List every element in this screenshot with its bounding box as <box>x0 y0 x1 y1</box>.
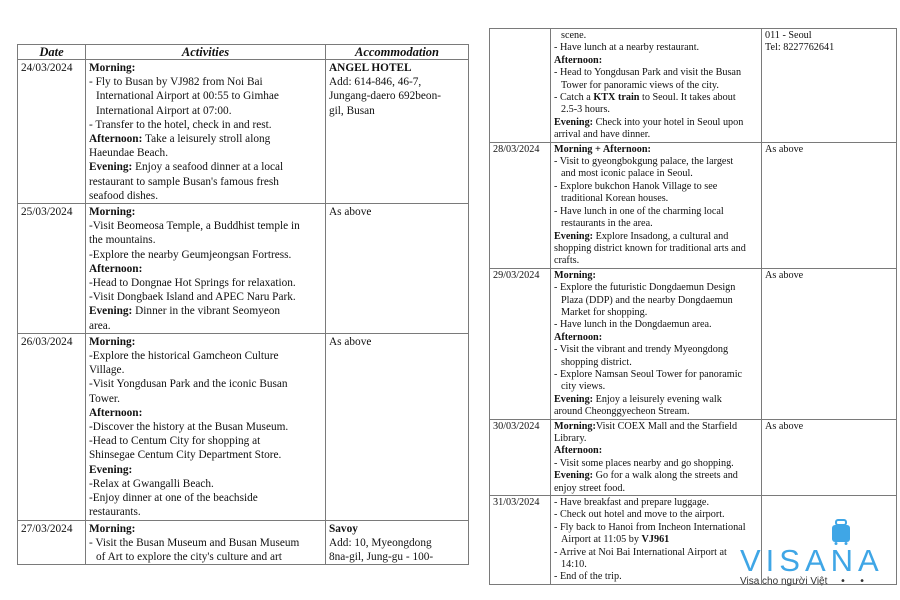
text-line: city views. <box>561 381 606 393</box>
text-line: -Head to Dongnae Hot Springs for relaxation. <box>89 277 296 290</box>
text-line: Morning: <box>89 335 136 348</box>
text-line: - Catch a KTX train to Seoul. It takes about <box>554 92 736 104</box>
text-line: As above <box>329 206 372 219</box>
header-activities: Activities <box>86 45 326 60</box>
itinerary-row <box>490 268 897 419</box>
text-line: Afternoon: <box>89 406 143 419</box>
text-line: Market for shopping. <box>561 306 648 318</box>
bold-keyword: Evening: <box>89 161 133 174</box>
bold-keyword: Evening: <box>89 305 133 318</box>
activities-cell <box>551 142 762 268</box>
text-line: 011 - Seoul <box>765 30 812 41</box>
header-accommodation: Accommodation <box>326 45 469 60</box>
text-line: Savoy <box>329 522 358 535</box>
text-line: restaurants. <box>89 506 141 519</box>
text-line: - Arrive at Noi Bai International Airport at <box>554 546 727 558</box>
text-line: - Fly to Busan by VJ982 from Noi Bai <box>89 76 263 89</box>
date-cell: 29/03/2024 <box>490 268 551 419</box>
itinerary-row <box>18 204 469 334</box>
text-line: Evening: Explore Insadong, a cultural and <box>554 230 729 242</box>
text-line: - Transfer to the hotel, check in and rest. <box>89 118 272 131</box>
text-line: 2.5-3 hours. <box>561 104 610 116</box>
itinerary-row <box>18 520 469 565</box>
text-line: - Visit the vibrant and trendy Myeongdong <box>554 344 729 356</box>
text-line: As above <box>765 420 804 432</box>
text-line: - Head to Yongdusan Park and visit the Busan <box>554 67 742 79</box>
bold-keyword: VJ961 <box>641 534 670 546</box>
text-line: -Visit Yongdusan Park and the iconic Busan <box>89 378 288 391</box>
text-line: Add: 614-846, 46-7, <box>329 76 422 89</box>
text-line: -Discover the history at the Busan Museum. <box>89 421 289 434</box>
text-line: International Airport at 07:00. <box>96 104 232 117</box>
bold-keyword: Evening: <box>554 230 594 242</box>
text-line: -Explore the historical Gamcheon Culture <box>89 350 279 363</box>
text-line: seafood dishes. <box>89 189 159 202</box>
activities-cell <box>551 419 762 495</box>
activities-cell <box>86 60 326 204</box>
activities-cell <box>86 520 326 565</box>
text-line: Evening: Enjoy a leisurely evening walk <box>554 393 722 405</box>
itinerary-table-right <box>489 28 897 585</box>
text-line: of Art to explore the city's culture and art <box>96 550 282 563</box>
date-cell: 25/03/2024 <box>18 204 86 334</box>
text-line: Jungang-daero 692beon- <box>329 90 441 103</box>
text-line: - Check out hotel and move to the airport. <box>554 509 725 521</box>
text-line: 8na-gil, Jung-gu - 100- <box>329 550 434 563</box>
text-line: restaurants in the area. <box>561 218 653 230</box>
bold-keyword: Evening: <box>554 470 594 482</box>
suitcase-icon <box>830 519 852 545</box>
text-line: Evening: <box>89 463 133 476</box>
text-line: Evening: Dinner in the vibrant Seomyeon <box>89 305 281 318</box>
accommodation-cell <box>762 142 897 268</box>
text-line: International Airport at 00:55 to Gimhae <box>96 90 279 103</box>
bold-keyword: Afternoon: <box>89 133 143 146</box>
document-page-right <box>470 0 900 600</box>
date-cell <box>490 29 551 143</box>
text-line: Airport at 11:05 by VJ961 <box>561 534 670 546</box>
text-line: As above <box>765 269 804 281</box>
text-line: Afternoon: <box>89 262 143 275</box>
date-cell: 27/03/2024 <box>18 520 86 565</box>
text-line: crafts. <box>554 255 580 267</box>
text-line: - Explore bukchon Hanok Village to see <box>554 180 718 192</box>
accommodation-cell <box>326 60 469 204</box>
text-line: Afternoon: Take a leisurely stroll along <box>89 133 271 146</box>
text-line: - Visit some places nearby and go shopping. <box>554 457 734 469</box>
table-header-row <box>18 45 469 60</box>
itinerary-row <box>490 419 897 495</box>
itinerary-row <box>490 142 897 268</box>
text-line: scene. <box>561 30 587 41</box>
date-cell: 31/03/2024 <box>490 496 551 585</box>
text-line: - Fly back to Hanoi from Incheon International <box>554 521 746 533</box>
text-line: arrival and have dinner. <box>554 129 651 141</box>
bold-keyword: KTX train <box>593 92 640 104</box>
text-line: -Head to Centum City for shopping at <box>89 435 261 448</box>
date-cell: 24/03/2024 <box>18 60 86 204</box>
text-line: enjoy street food. <box>554 482 626 494</box>
bold-keyword: Evening: <box>554 393 594 405</box>
text-line: Morning + Afternoon: <box>554 143 651 155</box>
itinerary-row <box>490 29 897 143</box>
text-line: Library. <box>554 433 587 444</box>
text-line: the mountains. <box>89 234 156 247</box>
accommodation-cell <box>762 268 897 419</box>
text-line: Morning: <box>554 269 596 281</box>
text-line: - Have lunch in one of the charming local <box>554 205 724 217</box>
text-line: Plaza (DDP) and the nearby Dongdaemun <box>561 294 733 306</box>
text-line: shopping district known for traditional arts and <box>554 242 746 254</box>
text-line: Tower for panoramic views of the city. <box>561 79 719 91</box>
text-line: - Explore the futuristic Dongdaemun Design <box>554 282 736 294</box>
text-line: Afternoon: <box>554 331 603 343</box>
text-line: gil, Busan <box>329 104 375 117</box>
text-line: 14:10. <box>561 559 587 571</box>
text-line: Morning: <box>89 62 136 74</box>
text-line: Morning: <box>89 522 136 535</box>
activities-cell <box>86 333 326 520</box>
text-line: As above <box>329 335 372 348</box>
date-cell: 26/03/2024 <box>18 333 86 520</box>
text-line: Add: 10, Myeongdong <box>329 536 432 549</box>
activities-cell <box>551 29 762 143</box>
text-line: - Have lunch in the Dongdaemun area. <box>554 319 712 331</box>
text-line: Haeundae Beach. <box>89 147 169 160</box>
bold-keyword: Morning: <box>554 420 596 432</box>
activities-cell <box>551 268 762 419</box>
text-line: Morning: <box>89 206 136 219</box>
text-line: -Enjoy dinner at one of the beachside <box>89 492 258 505</box>
text-line: Evening: Check into your hotel in Seoul upon <box>554 116 744 128</box>
itinerary-table-left <box>17 44 469 565</box>
text-line: As above <box>765 143 804 155</box>
text-line: Evening: Go for a walk along the streets and <box>554 470 738 482</box>
text-line: - Have lunch at a nearby restaurant. <box>554 42 700 54</box>
itinerary-row <box>18 60 469 204</box>
logo-dots: • • <box>840 576 870 587</box>
accommodation-cell <box>326 520 469 565</box>
accommodation-cell <box>326 204 469 334</box>
text-line: Village. <box>89 364 125 377</box>
text-line: traditional Korean houses. <box>561 193 669 205</box>
date-cell: 30/03/2024 <box>490 419 551 495</box>
header-date: Date <box>18 45 86 60</box>
text-line: area. <box>89 319 111 332</box>
accommodation-cell <box>762 29 897 143</box>
text-line: ANGEL HOTEL <box>329 62 412 74</box>
text-line: - Explore Namsan Seoul Tower for panoramic <box>554 368 743 380</box>
activities-cell <box>551 496 762 585</box>
accommodation-cell <box>762 419 897 495</box>
text-line: shopping district. <box>561 356 632 368</box>
text-line: Morning:Visit COEX Mall and the Starfield <box>554 420 738 432</box>
logo-brand: VISANA <box>740 543 884 578</box>
text-line: -Relax at Gwangalli Beach. <box>89 477 214 490</box>
text-line: Evening: Enjoy a seafood dinner at a local <box>89 161 284 174</box>
accommodation-cell <box>326 333 469 520</box>
text-line: Afternoon: <box>554 445 603 457</box>
date-cell: 28/03/2024 <box>490 142 551 268</box>
text-line: Tel: 8227762641 <box>765 42 835 54</box>
text-line: - Visit the Busan Museum and Busan Museum <box>89 536 300 549</box>
text-line: - Visit to gyeongbokgung palace, the largest <box>554 156 734 168</box>
text-line: -Explore the nearby Geumjeongsan Fortress. <box>89 248 292 261</box>
bold-keyword: Evening: <box>554 116 594 128</box>
text-line: around Cheonggyecheon Stream. <box>554 406 690 418</box>
text-line: Afternoon: <box>554 54 603 66</box>
logo-tagline: Visa cho người Việt <box>740 576 828 587</box>
text-line: -Visit Dongbaek Island and APEC Naru Park. <box>89 291 296 304</box>
text-line: Tower. <box>89 392 120 405</box>
text-line: -Visit Beomeosa Temple, a Buddhist temple in <box>89 220 300 233</box>
text-line: restaurant to sample Busan's famous fresh <box>89 175 279 188</box>
text-line: Shinsegae Centum City Department Store. <box>89 449 282 462</box>
activities-cell <box>86 204 326 334</box>
text-line: and most iconic palace in Seoul. <box>561 168 693 180</box>
text-line: - End of the trip. <box>554 571 622 583</box>
text-line: - Have breakfast and prepare luggage. <box>554 497 709 509</box>
visana-watermark-logo <box>740 519 890 591</box>
itinerary-row <box>18 333 469 520</box>
